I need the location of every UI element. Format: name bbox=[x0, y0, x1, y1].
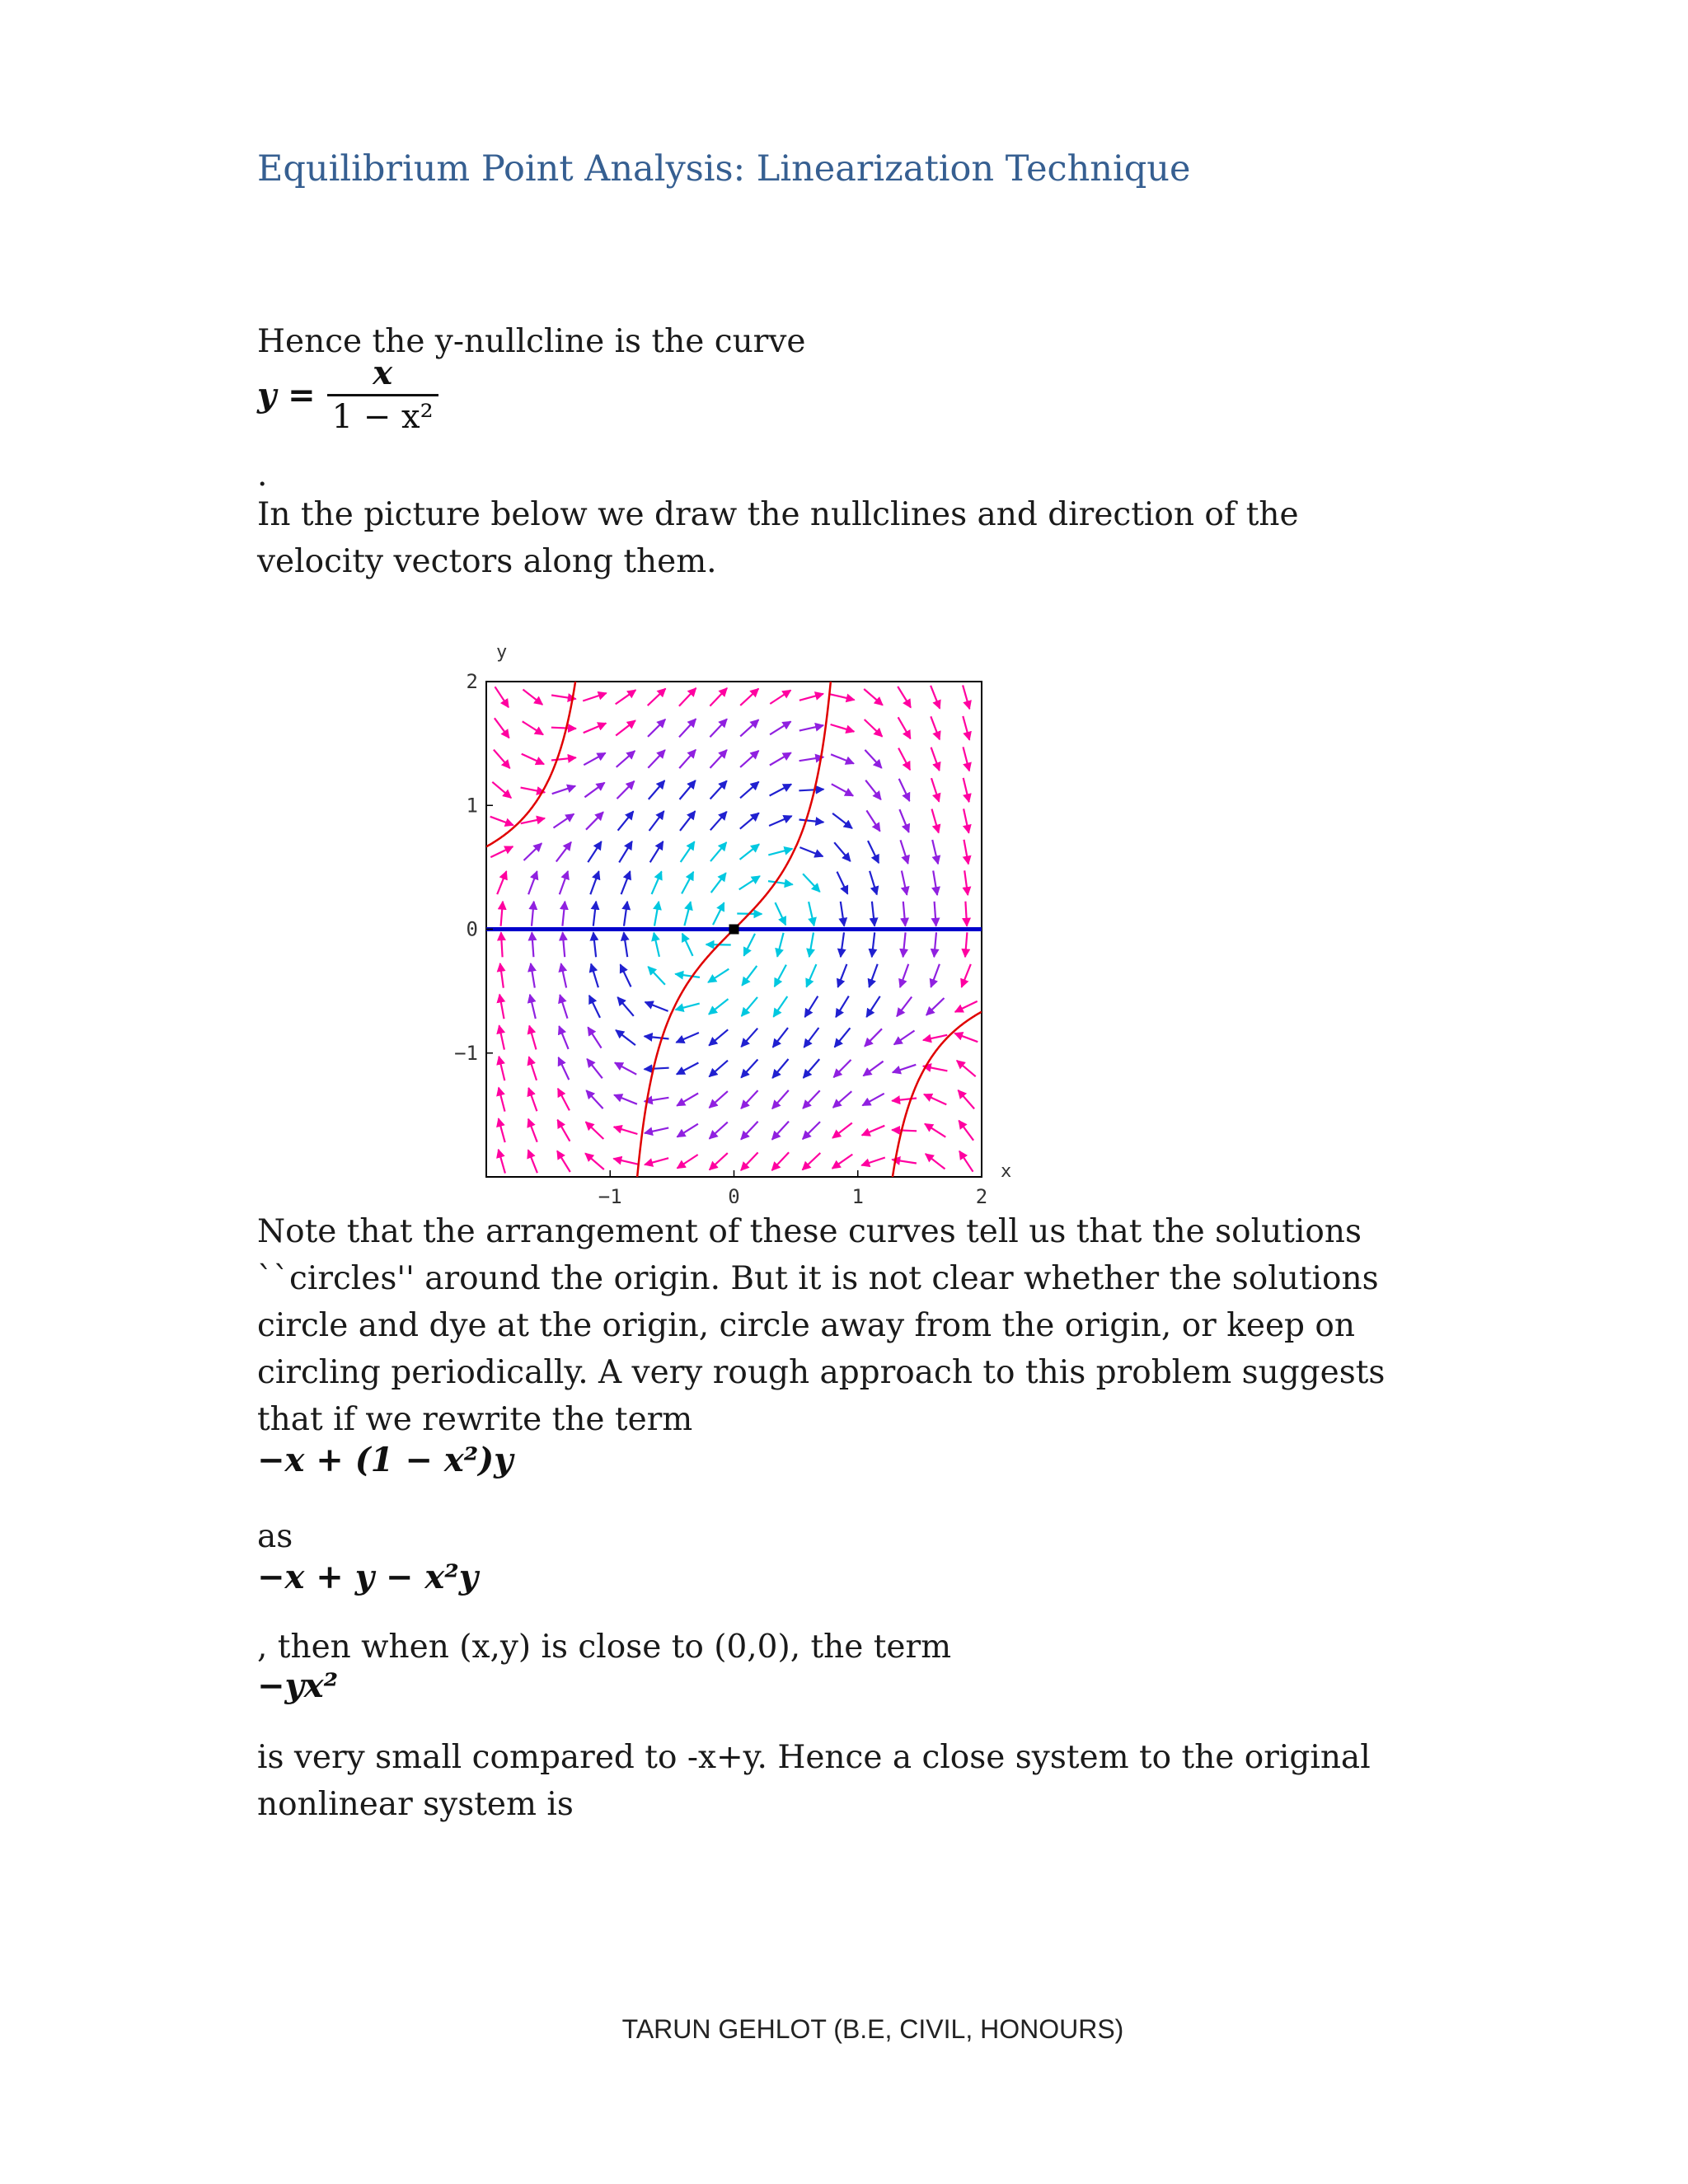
vector-arrow bbox=[650, 841, 663, 862]
vector-arrow bbox=[768, 849, 792, 855]
vector-arrow bbox=[958, 1090, 974, 1109]
equation-expanded-term: −x + y − x²y bbox=[257, 1558, 478, 1596]
vector-arrow bbox=[833, 1091, 852, 1108]
vector-arrow bbox=[893, 1065, 916, 1073]
vector-arrow bbox=[492, 782, 511, 798]
vector-arrow bbox=[584, 753, 605, 766]
vector-arrow bbox=[560, 871, 568, 894]
vector-arrow bbox=[772, 1152, 790, 1170]
vector-arrow bbox=[591, 964, 598, 988]
paragraph-circling-note: Note that the arrangement of these curves tell us that the solutions ``circles'' around the origin. But it is not clear whether the solutions circle and dye at the origin, circle away from the origin, or keep on circling periodically. A very rough approach to this problem suggests that if we rewrite the term bbox=[257, 1213, 1386, 1438]
vector-arrow bbox=[494, 750, 510, 769]
vector-arrow bbox=[652, 871, 662, 894]
vector-arrow bbox=[869, 964, 877, 987]
vector-arrow bbox=[679, 750, 696, 768]
vector-arrow bbox=[590, 871, 598, 894]
vector-arrow bbox=[648, 689, 666, 706]
vector-arrow bbox=[898, 717, 911, 738]
vector-arrow bbox=[899, 779, 910, 801]
vector-arrow bbox=[964, 778, 969, 802]
paragraph-y-nullcline: Hence the y-nullcline is the curve bbox=[257, 323, 806, 360]
vector-arrow bbox=[770, 721, 790, 734]
y-tick-label: 2 bbox=[466, 670, 478, 693]
x-tick-label: 2 bbox=[975, 1185, 988, 1203]
vector-arrow bbox=[645, 1127, 668, 1133]
vector-arrow bbox=[861, 1158, 885, 1166]
vector-arrow bbox=[586, 1122, 604, 1139]
vector-arrow bbox=[585, 1153, 604, 1169]
vector-arrow bbox=[560, 995, 567, 1019]
vector-arrow bbox=[681, 841, 695, 862]
vector-arrow bbox=[562, 902, 565, 926]
vector-arrow bbox=[931, 964, 940, 987]
vector-arrow bbox=[900, 964, 908, 987]
vector-arrow bbox=[965, 902, 967, 926]
vector-arrow bbox=[710, 1122, 728, 1139]
vector-arrow bbox=[740, 844, 760, 860]
vector-arrow bbox=[676, 1033, 699, 1043]
vector-arrow bbox=[955, 1001, 978, 1012]
vector-arrow bbox=[711, 873, 726, 893]
vector-arrow bbox=[551, 757, 576, 760]
vector-arrow bbox=[841, 932, 844, 957]
vector-arrow bbox=[614, 1127, 638, 1134]
vector-arrow bbox=[804, 1028, 818, 1047]
vector-arrow bbox=[957, 1061, 976, 1076]
vector-arrow bbox=[586, 812, 603, 829]
vector-arrow bbox=[959, 1121, 973, 1141]
vector-arrow bbox=[872, 902, 874, 926]
vector-arrow bbox=[523, 721, 543, 734]
vector-arrow bbox=[865, 1029, 882, 1046]
vector-arrow bbox=[709, 999, 729, 1015]
vector-arrow bbox=[740, 782, 759, 799]
y-nullcline-middle-branch bbox=[631, 635, 836, 1203]
vector-arrow bbox=[552, 786, 575, 794]
vector-arrow bbox=[838, 964, 847, 987]
vector-arrow bbox=[617, 781, 635, 799]
vector-arrow bbox=[528, 1088, 537, 1111]
vector-arrow bbox=[924, 1094, 946, 1105]
vector-arrow bbox=[964, 870, 968, 895]
x-tick-label: −1 bbox=[598, 1185, 622, 1203]
paragraph-close-system: is very small compared to -x+y. Hence a close system to the original nonlinear system is bbox=[257, 1739, 1371, 1823]
vector-arrow bbox=[677, 1094, 698, 1106]
vector-arrow bbox=[528, 1150, 537, 1173]
vector-arrow bbox=[898, 748, 910, 771]
vector-arrow bbox=[499, 1118, 505, 1142]
page-heading: Equilibrium Point Analysis: Linearization Technique bbox=[257, 148, 1191, 190]
vector-arrow bbox=[805, 996, 818, 1017]
vector-arrow bbox=[803, 1090, 820, 1108]
vector-arrow bbox=[524, 843, 542, 860]
vector-arrow bbox=[739, 876, 760, 889]
vector-arrow bbox=[770, 691, 790, 705]
vector-arrow bbox=[964, 808, 968, 832]
vector-arrow bbox=[836, 996, 849, 1018]
vector-arrow bbox=[613, 1159, 637, 1165]
vector-arrow bbox=[864, 689, 883, 705]
vector-arrow bbox=[799, 790, 823, 791]
vector-arrow bbox=[710, 842, 726, 861]
vector-arrow bbox=[898, 687, 911, 708]
vector-arrow bbox=[528, 871, 537, 894]
vector-arrow bbox=[709, 1061, 728, 1077]
vector-arrow bbox=[645, 1036, 669, 1038]
vector-arrow bbox=[529, 1057, 537, 1080]
vector-arrow bbox=[903, 932, 906, 957]
vector-arrow bbox=[679, 719, 696, 737]
vector-arrow bbox=[490, 817, 513, 826]
vector-arrow bbox=[741, 1060, 757, 1078]
vector-arrow bbox=[926, 1154, 945, 1169]
vector-arrow bbox=[521, 818, 545, 823]
vector-arrow bbox=[682, 934, 693, 956]
vector-arrow bbox=[593, 902, 596, 926]
vector-arrow bbox=[624, 902, 627, 926]
vector-arrow bbox=[935, 902, 936, 926]
vector-arrow bbox=[556, 842, 571, 862]
vector-arrow bbox=[583, 693, 607, 701]
vector-arrow bbox=[648, 750, 665, 768]
vector-arrow bbox=[499, 1150, 505, 1174]
vector-arrow bbox=[742, 966, 757, 986]
vector-arrow bbox=[834, 842, 850, 861]
vector-arrow bbox=[618, 811, 634, 830]
equilibrium-point bbox=[729, 925, 739, 935]
vector-arrow bbox=[554, 814, 574, 828]
vector-arrow bbox=[744, 934, 756, 956]
vector-arrow bbox=[897, 997, 912, 1017]
x-tick-label: 0 bbox=[728, 1185, 740, 1203]
vector-arrow bbox=[892, 1099, 917, 1101]
vector-arrow bbox=[741, 1029, 757, 1047]
vector-arrow bbox=[495, 687, 509, 707]
vector-arrow bbox=[617, 997, 634, 1016]
vector-arrow bbox=[741, 1090, 757, 1108]
vector-arrow bbox=[932, 840, 938, 864]
vector-arrow bbox=[617, 751, 635, 767]
vector-arrow bbox=[833, 1060, 851, 1077]
vector-arrow bbox=[710, 1153, 728, 1169]
vector-arrow bbox=[495, 718, 509, 738]
vector-arrow bbox=[931, 748, 940, 771]
vector-arrow bbox=[708, 969, 729, 982]
vector-arrow bbox=[740, 751, 758, 767]
vector-arrow bbox=[868, 841, 879, 863]
vector-arrow bbox=[678, 1155, 698, 1169]
equation-small-term: −yx² bbox=[257, 1666, 339, 1705]
vector-arrow bbox=[866, 810, 879, 831]
vector-arrow bbox=[587, 1059, 603, 1079]
vector-arrow bbox=[558, 1089, 570, 1111]
vector-arrow bbox=[588, 1027, 601, 1047]
vector-arrow bbox=[772, 1122, 789, 1140]
equation-lhs: y = bbox=[257, 376, 316, 415]
vector-arrow bbox=[804, 1059, 820, 1078]
vector-arrow bbox=[830, 694, 854, 700]
vector-arrow bbox=[557, 1151, 570, 1172]
vector-arrow bbox=[865, 750, 881, 768]
vector-arrow bbox=[499, 995, 504, 1019]
vector-arrow bbox=[614, 1095, 637, 1104]
vector-arrow bbox=[902, 871, 907, 895]
vector-arrow bbox=[931, 716, 940, 739]
vector-arrow bbox=[870, 871, 877, 895]
vector-arrow bbox=[523, 690, 543, 705]
vector-arrow bbox=[710, 750, 727, 768]
vector-arrow bbox=[776, 902, 786, 925]
vector-arrow bbox=[934, 932, 936, 957]
phase-portrait-svg bbox=[429, 635, 1039, 1203]
vector-arrow bbox=[710, 719, 727, 737]
vector-arrow bbox=[532, 902, 534, 926]
vector-arrow bbox=[892, 1130, 917, 1131]
vector-arrow bbox=[648, 719, 665, 737]
vector-arrow bbox=[866, 996, 879, 1017]
vector-arrow bbox=[963, 685, 969, 709]
vector-arrow bbox=[799, 820, 824, 823]
vector-arrow bbox=[933, 870, 937, 895]
fraction-denominator: 1 − x² bbox=[327, 394, 438, 438]
x-axis-label: x bbox=[1001, 1161, 1012, 1182]
vector-arrow bbox=[501, 902, 503, 926]
vector-arrow bbox=[624, 932, 627, 957]
vector-arrow bbox=[561, 963, 566, 987]
phase-portrait-chart bbox=[429, 635, 1039, 1203]
y-tick-label: 0 bbox=[466, 917, 478, 941]
vector-arrow bbox=[710, 812, 727, 831]
vector-arrow bbox=[621, 871, 631, 894]
vector-arrow bbox=[862, 1094, 884, 1106]
vector-arrow bbox=[551, 728, 576, 729]
vector-arrow bbox=[923, 1035, 947, 1040]
vector-arrow bbox=[654, 933, 659, 957]
vector-arrow bbox=[835, 1028, 851, 1047]
vector-arrow bbox=[894, 1031, 915, 1045]
vector-arrow bbox=[645, 1002, 668, 1011]
equation-original-term: −x + (1 − x²)y bbox=[257, 1441, 513, 1479]
vector-arrow bbox=[522, 754, 544, 765]
vector-arrow bbox=[619, 841, 632, 863]
vector-arrow bbox=[710, 688, 727, 706]
vector-arrow bbox=[963, 716, 969, 740]
vector-arrow bbox=[803, 1153, 821, 1170]
equation-y-nullcline bbox=[257, 353, 438, 438]
vector-arrow bbox=[645, 1158, 668, 1165]
vector-arrow bbox=[768, 881, 793, 884]
fraction-numerator: x bbox=[373, 354, 393, 392]
vector-arrow bbox=[865, 719, 883, 737]
vector-arrow bbox=[649, 780, 665, 799]
vector-arrow bbox=[497, 871, 506, 894]
vector-arrow bbox=[649, 811, 664, 831]
vector-arrow bbox=[769, 816, 792, 826]
vector-arrow bbox=[675, 974, 700, 977]
vector-arrow bbox=[964, 840, 968, 865]
footer-author: TARUN GEHLOT (B.E, CIVIL, HONOURS) bbox=[621, 2014, 1124, 2044]
vector-arrow bbox=[775, 965, 786, 987]
vector-arrow bbox=[680, 780, 696, 799]
vector-arrow bbox=[684, 902, 691, 926]
paragraph-close-to-origin: , then when (x,y) is close to (0,0), the term bbox=[257, 1629, 952, 1666]
vector-arrow bbox=[772, 1059, 788, 1078]
vector-arrow bbox=[680, 811, 695, 831]
vector-arrow bbox=[803, 1122, 820, 1139]
vector-arrow bbox=[499, 1025, 504, 1049]
vector-arrow bbox=[501, 932, 503, 957]
vector-arrow bbox=[710, 1091, 728, 1108]
vector-arrow bbox=[831, 754, 854, 763]
vector-arrow bbox=[931, 778, 939, 802]
vector-arrow bbox=[832, 813, 852, 828]
vector-arrow bbox=[679, 688, 696, 706]
vector-arrow bbox=[799, 725, 823, 731]
vector-arrow bbox=[499, 1057, 504, 1080]
vector-arrow bbox=[589, 996, 600, 1018]
vector-arrow bbox=[532, 932, 533, 957]
vector-arrow bbox=[557, 1120, 570, 1141]
vector-arrow bbox=[773, 1028, 788, 1047]
vector-arrow bbox=[559, 1026, 568, 1049]
vector-arrow bbox=[841, 902, 844, 926]
vector-arrow bbox=[832, 1155, 853, 1169]
vector-arrow bbox=[862, 1126, 885, 1136]
vector-arrow bbox=[709, 1029, 728, 1045]
vector-arrow bbox=[616, 1030, 635, 1045]
equation-fraction bbox=[327, 353, 438, 438]
vector-arrow bbox=[901, 840, 908, 864]
vector-arrow bbox=[809, 902, 814, 926]
vector-arrow bbox=[959, 1151, 973, 1172]
vector-arrow bbox=[809, 933, 814, 958]
vector-arrow bbox=[832, 1123, 852, 1138]
vector-arrow bbox=[654, 902, 659, 926]
vector-arrow bbox=[530, 995, 536, 1019]
paragraph-picture-intro: In the picture below we draw the nullclines and direction of the velocity vectors along them. bbox=[257, 496, 1299, 580]
vector-arrow bbox=[770, 785, 792, 796]
vector-arrow bbox=[837, 872, 848, 894]
vector-arrow bbox=[563, 932, 565, 957]
vector-arrow bbox=[741, 1122, 758, 1140]
vector-arrow bbox=[831, 724, 855, 732]
vector-arrow bbox=[710, 780, 727, 799]
vector-arrow bbox=[593, 932, 596, 957]
vector-arrow bbox=[832, 784, 853, 795]
vector-arrow bbox=[799, 847, 823, 856]
vector-arrow bbox=[926, 998, 945, 1015]
vector-arrow bbox=[499, 1088, 505, 1112]
vector-arrow bbox=[678, 1124, 698, 1137]
vector-arrow bbox=[529, 1026, 536, 1050]
vector-arrow bbox=[531, 963, 535, 988]
vector-arrow bbox=[931, 686, 940, 709]
vector-arrow bbox=[962, 964, 971, 987]
vector-arrow bbox=[528, 1119, 537, 1142]
vector-arrow bbox=[740, 813, 759, 828]
vector-arrow bbox=[740, 719, 758, 736]
y-tick-label: −1 bbox=[454, 1041, 478, 1065]
vector-arrow bbox=[964, 747, 970, 771]
vector-arrow bbox=[773, 996, 787, 1017]
vector-arrow bbox=[740, 689, 758, 705]
nullclines bbox=[486, 635, 982, 1203]
vector-arrow bbox=[615, 1062, 636, 1074]
vector-arrow bbox=[676, 1004, 700, 1010]
vector-arrow bbox=[772, 1090, 789, 1108]
vector-arrow bbox=[872, 932, 874, 957]
vector-arrow bbox=[584, 724, 607, 733]
vector-arrow bbox=[586, 1090, 603, 1108]
vector-arrow bbox=[682, 872, 693, 894]
vector-arrow bbox=[621, 964, 631, 987]
vector-arrow bbox=[742, 997, 757, 1016]
vector-arrow bbox=[616, 720, 635, 735]
vector-arrow bbox=[648, 967, 665, 985]
vector-arrow bbox=[588, 841, 601, 862]
vector-arrow bbox=[803, 874, 820, 892]
paragraph-as: as bbox=[257, 1518, 293, 1555]
vector-arrow bbox=[677, 1063, 699, 1075]
vector-arrow bbox=[903, 902, 906, 926]
vector-arrow bbox=[863, 1062, 883, 1076]
vector-arrow bbox=[645, 1068, 669, 1070]
vector-arrow bbox=[713, 902, 724, 925]
y-nullcline-left-branch bbox=[486, 635, 584, 846]
vector-arrow bbox=[559, 1057, 570, 1080]
vector-arrow bbox=[799, 694, 823, 701]
period-mark: . bbox=[257, 457, 268, 494]
vector-arrow bbox=[616, 690, 636, 704]
vector-arrow bbox=[584, 783, 604, 798]
axis-ticks bbox=[454, 670, 987, 1203]
vector-arrow bbox=[500, 963, 504, 988]
vector-arrow bbox=[490, 846, 513, 857]
vector-arrow bbox=[770, 752, 791, 765]
vector-arrow bbox=[741, 1152, 758, 1170]
y-tick-label: 1 bbox=[466, 794, 478, 818]
vector-arrow bbox=[899, 809, 908, 832]
vector-arrow bbox=[925, 1124, 945, 1137]
vector-arrow bbox=[932, 809, 939, 833]
vector-arrow bbox=[954, 1033, 978, 1043]
vector-arrow bbox=[806, 964, 816, 987]
y-axis-label: y bbox=[496, 642, 508, 663]
vector-arrow bbox=[865, 780, 881, 800]
x-tick-label: 1 bbox=[851, 1185, 864, 1203]
vector-arrow bbox=[965, 932, 967, 957]
vector-arrow bbox=[777, 933, 784, 957]
